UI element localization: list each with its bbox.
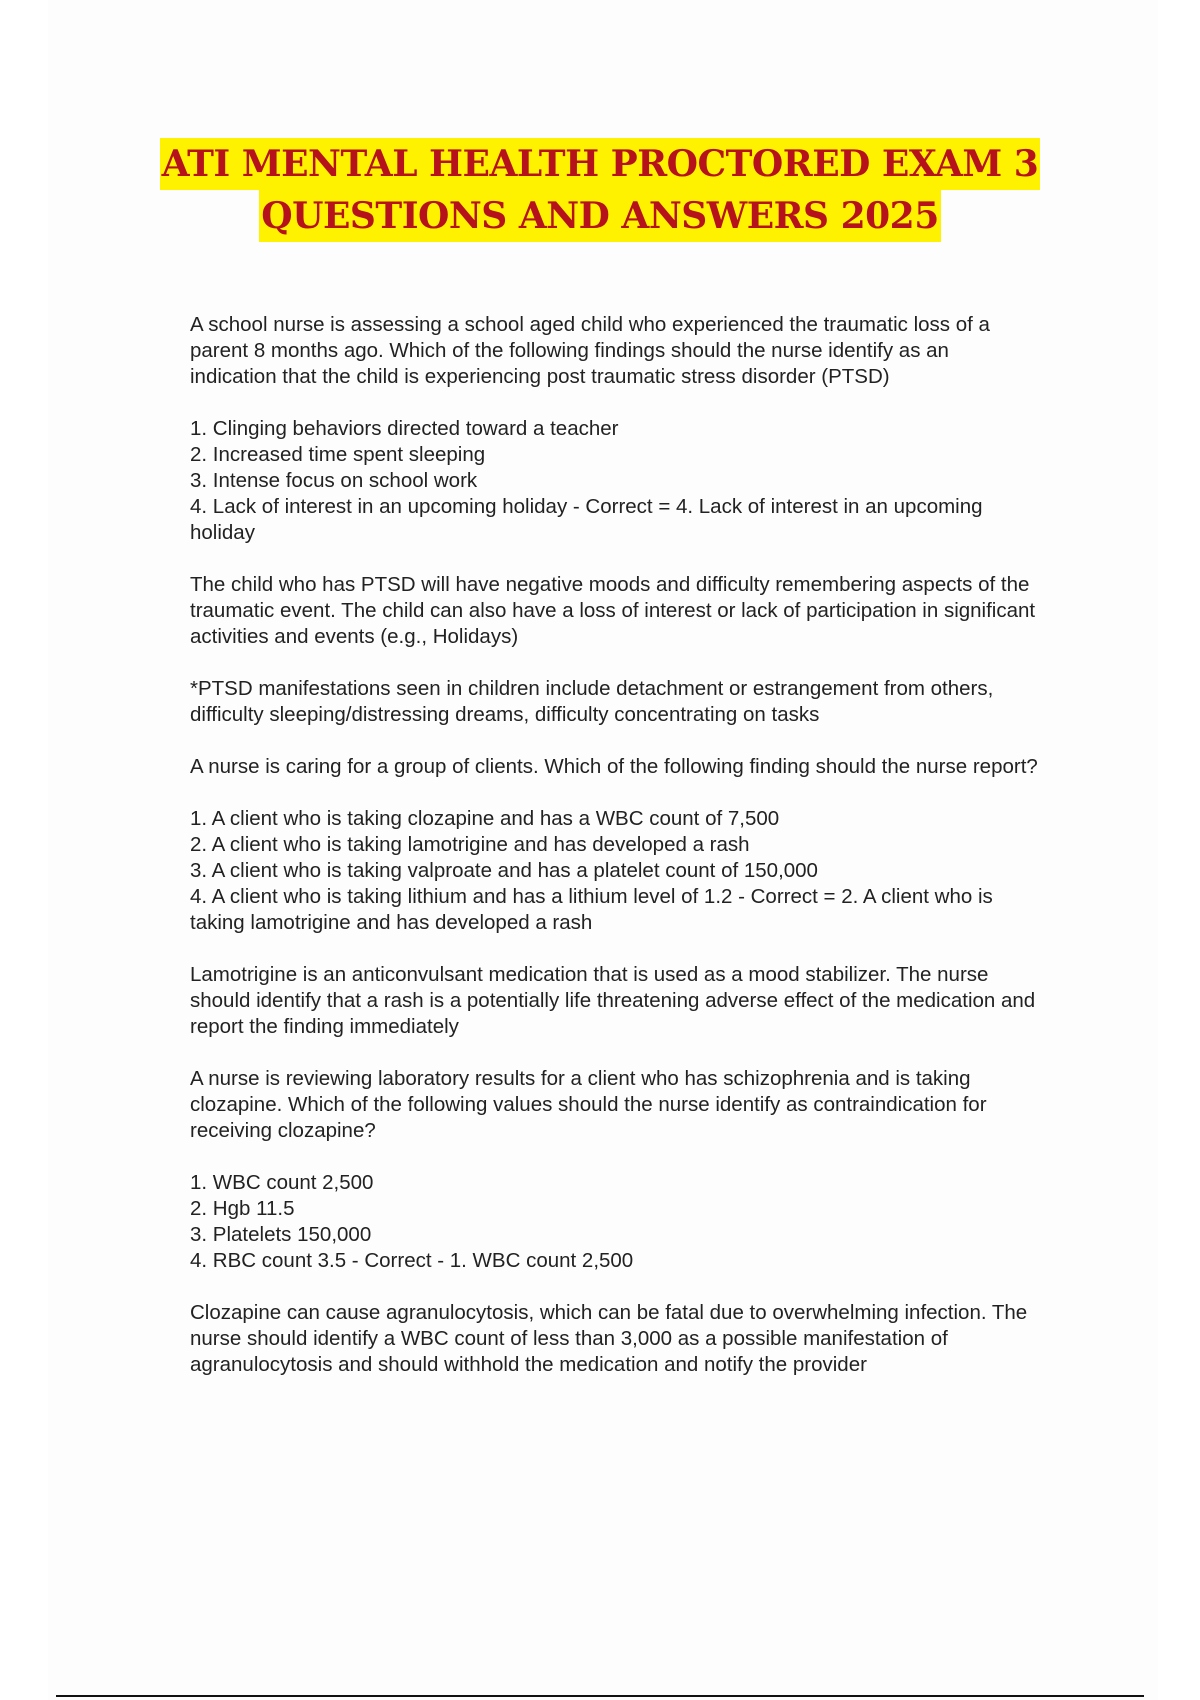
rationale-text: The child who has PTSD will have negative moods and difficulty remembering aspects of the traumatic event. The child can also have a loss of interest or lack of participation in significant activities and events (e.g., Holidays) bbox=[190, 573, 1036, 648]
answer-option: 4. Lack of interest in an upcoming holiday - Correct = 4. Lack of interest in an upcoming holiday bbox=[190, 495, 983, 544]
answer-option: 4. A client who is taking lithium and has a lithium level of 1.2 - Correct = 2. A client who is taking lamotrigine and has developed a rash bbox=[190, 885, 993, 934]
question-stem: A school nurse is assessing a school aged child who experienced the traumatic loss of a parent 8 months ago. Which of the following findings should the nurse identify as an indication that the child is experiencing post traumatic stress disorder (PTSD) bbox=[190, 313, 990, 388]
answer-option: 1. WBC count 2,500 bbox=[190, 1171, 374, 1194]
answer-options bbox=[190, 806, 1040, 936]
rationale-text: Clozapine can cause agranulocytosis, which can be fatal due to overwhelming infection. The nurse should identify a WBC count of less than 3,000 as a possible manifestation of agranulocytosis and should withhold the medication and notify the provider bbox=[190, 1301, 1028, 1376]
note-text: *PTSD manifestations seen in children include detachment or estrangement from others, difficulty sleeping/distressing dreams, difficulty concentrating on tasks bbox=[190, 677, 994, 726]
answer-options bbox=[190, 416, 1040, 546]
answer-option: 1. A client who is taking clozapine and has a WBC count of 7,500 bbox=[190, 807, 780, 830]
answer-option: 2. Hgb 11.5 bbox=[190, 1197, 295, 1220]
answer-option: 4. RBC count 3.5 - Correct - 1. WBC count 2,500 bbox=[190, 1249, 634, 1272]
question-stem: A nurse is reviewing laboratory results for a client who has schizophrenia and is taking clozapine. Which of the following values should the nurse identify as contraindication for receiving clozapine? bbox=[190, 1067, 987, 1142]
title-line-2: QUESTIONS AND ANSWERS 2025 bbox=[259, 190, 941, 242]
title-line-1: ATI MENTAL HEALTH PROCTORED EXAM 3 bbox=[160, 138, 1041, 190]
answer-option: 3. A client who is taking valproate and has a platelet count of 150,000 bbox=[190, 859, 818, 882]
answer-options bbox=[190, 1170, 1040, 1274]
answer-option: 3. Platelets 150,000 bbox=[190, 1223, 372, 1246]
page-bottom-rule bbox=[56, 1695, 1144, 1697]
question-stem: A nurse is caring for a group of clients. Which of the following finding should the nurse report? bbox=[190, 755, 1038, 778]
rationale-text: Lamotrigine is an anticonvulsant medication that is used as a mood stabilizer. The nurse should identify that a rash is a potentially life threatening adverse effect of the medication and report the finding immediately bbox=[190, 963, 1036, 1038]
document-title bbox=[0, 138, 1200, 242]
answer-option: 2. Increased time spent sleeping bbox=[190, 443, 486, 466]
answer-option: 3. Intense focus on school work bbox=[190, 469, 478, 492]
answer-option: 1. Clinging behaviors directed toward a teacher bbox=[190, 417, 619, 440]
document-body bbox=[190, 312, 1040, 1404]
answer-option: 2. A client who is taking lamotrigine and has developed a rash bbox=[190, 833, 750, 856]
